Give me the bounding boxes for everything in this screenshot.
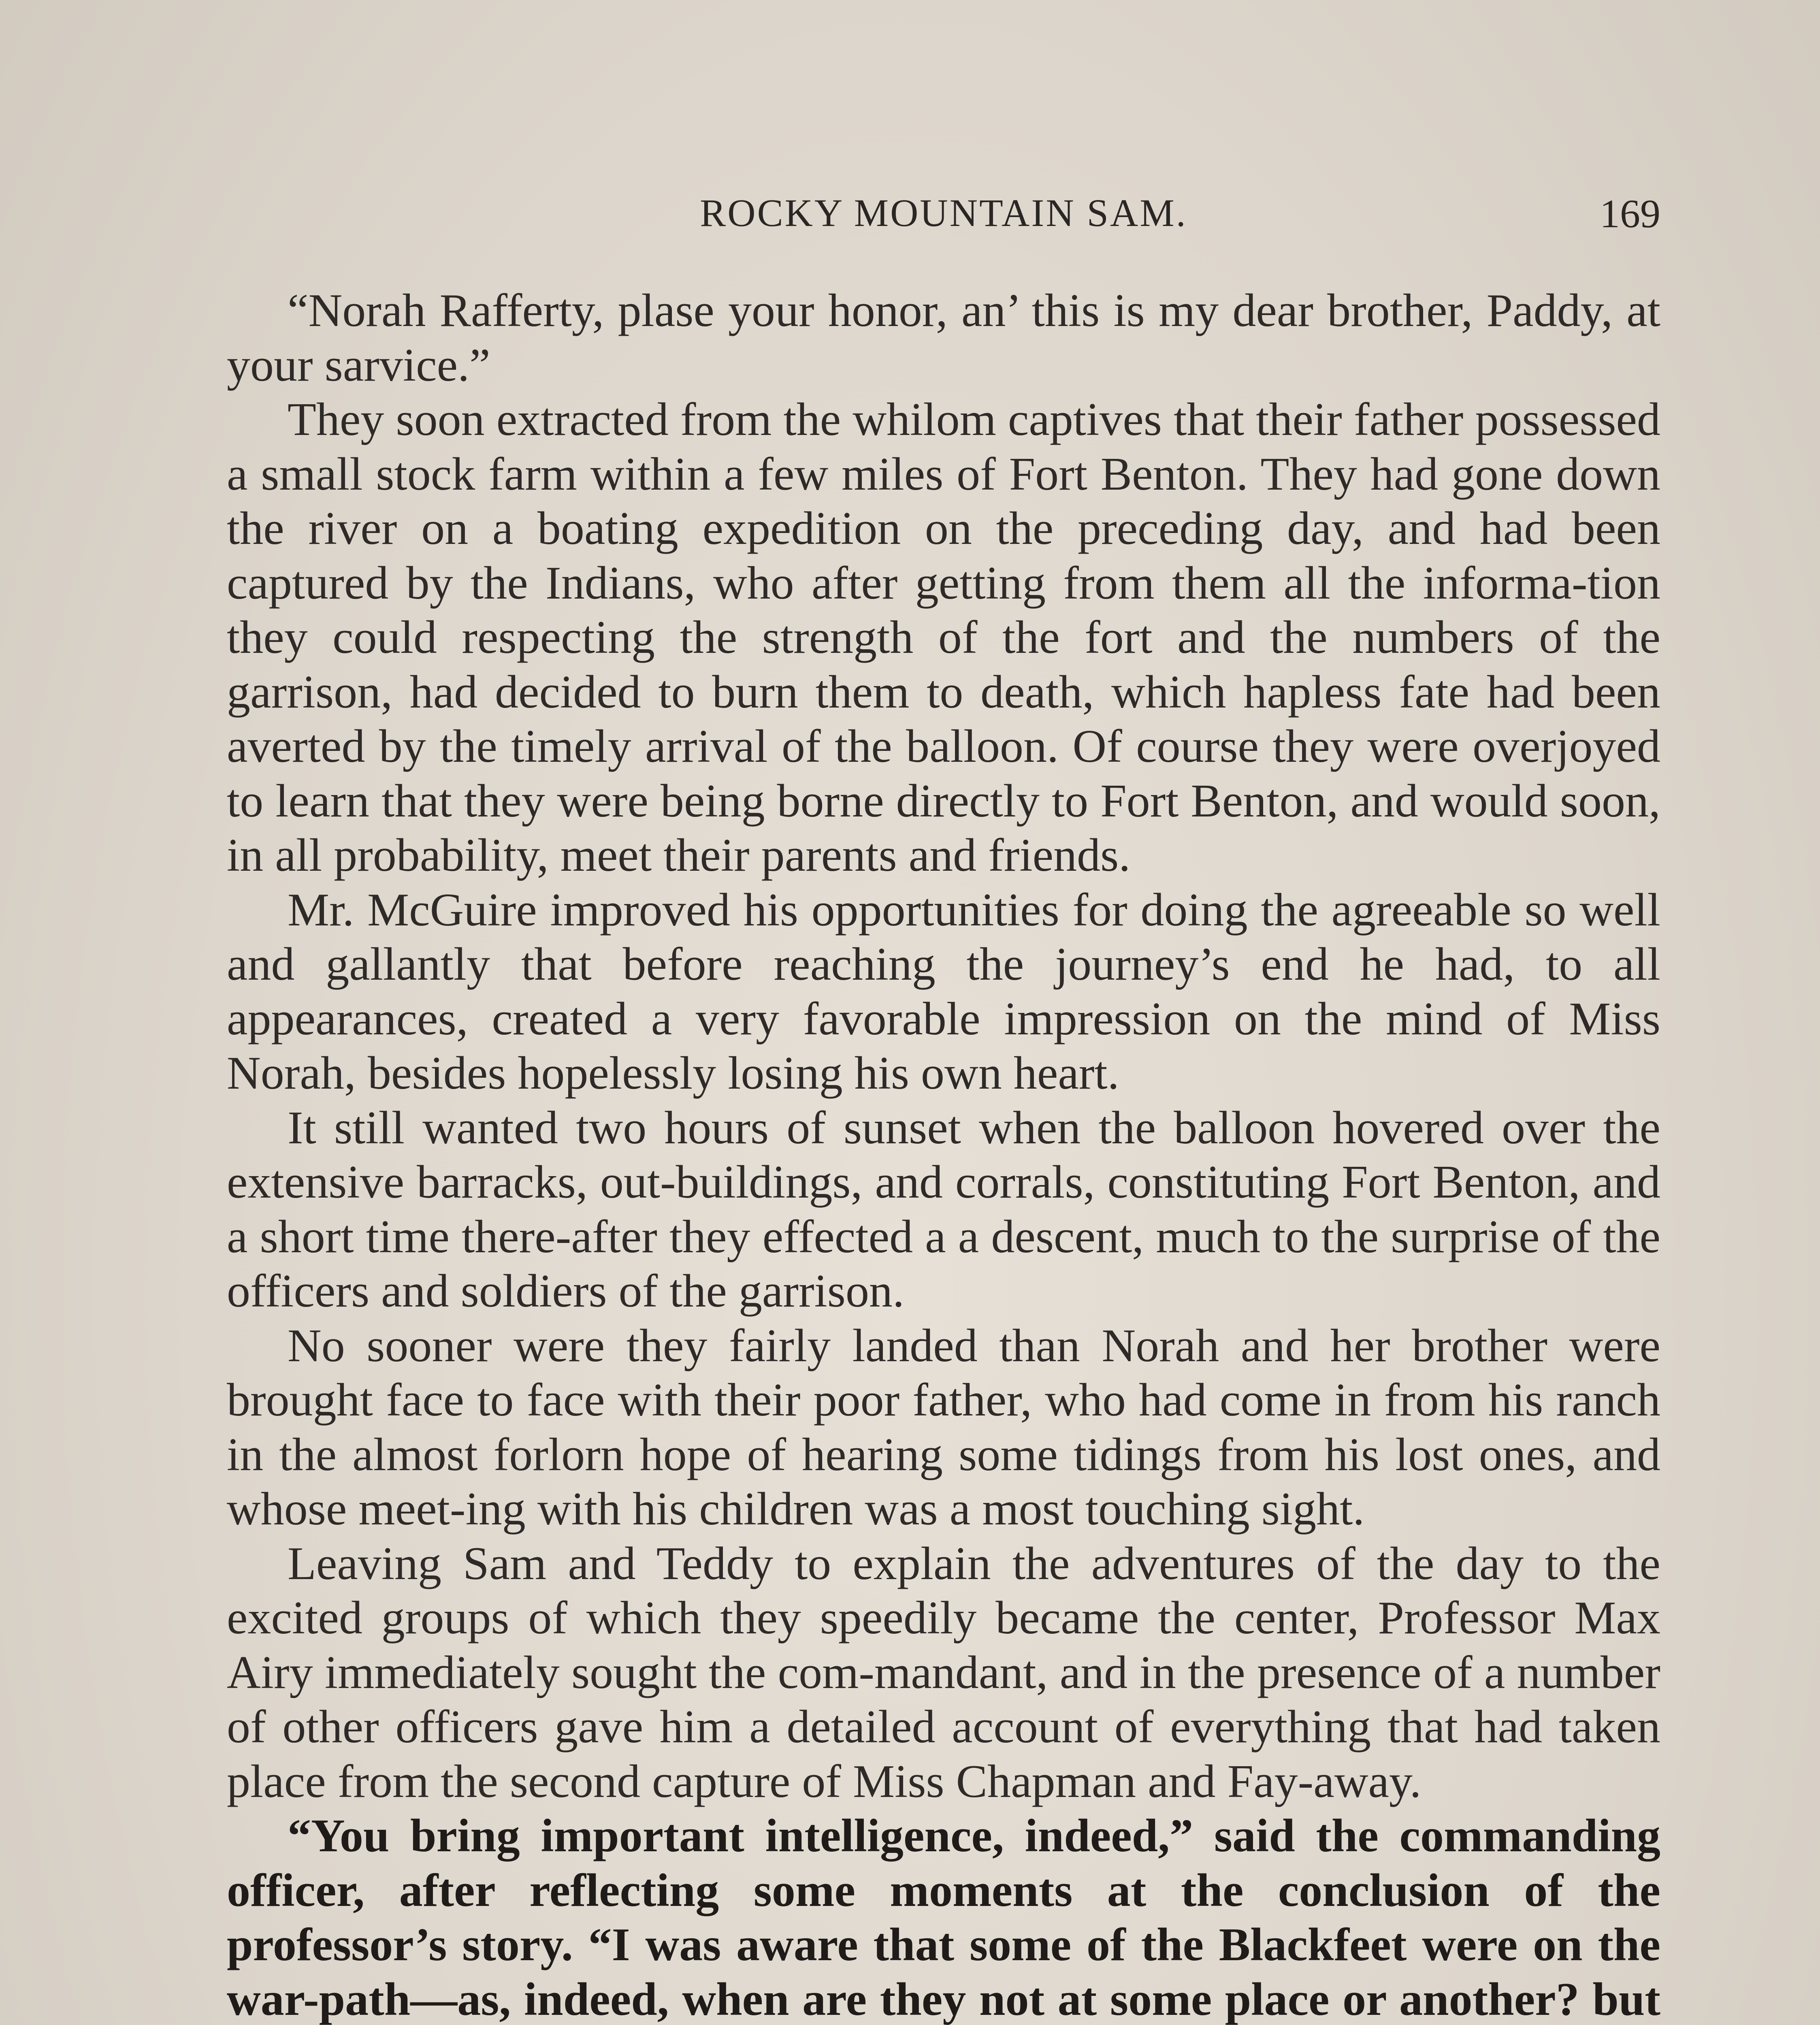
paragraph: It still wanted two hours of sunset when the balloon hovered over the extensive barracks, out-buildings, and corrals, constituting Fort Benton, and a short time there-after they effected a a descent, much to the surprise of the officers and soldiers of the garrison.: [227, 1102, 1660, 1317]
paragraph: Mr. McGuire improved his opportunities for doing the agreeable so well and gallantly that before reaching the journey’s end he had, to all appearances, created a very favorable impression on the mind of Miss Norah, besides hopelessly losing his own heart.: [227, 884, 1660, 1099]
paragraph: Leaving Sam and Teddy to explain the adventures of the day to the excited groups of which they speedily became the center, Professor Max Airy immediately sought the com-mandant, and in the presence of a number of other officers gave him a detailed account of everything that had taken place from the second capture of Miss Chapman and Fay-away.: [227, 1537, 1660, 1808]
paragraph: They soon extracted from the whilom captives that their father possessed a small stock farm within a few miles of Fort Benton. They had gone down the river on a boating expedition on the preceding day, and had been captured by the Indians, who after getting from them all the informa-tion they could respecting the strength of the fort and the numbers of the garrison, had decided to burn them to death, which hapless fate had been averted by the timely arrival of the balloon. Of course they were overjoyed to learn that they were being borne directly to Fort Benton, and would soon, in all probability, meet their parents and friends.: [227, 394, 1660, 881]
paragraph: “You bring important intelligence, indeed,” said the commanding officer, after reflecting some moments at the conclusion of the professor’s story. “I was aware that some of the Blackfeet were on the war-path—as, indeed, when are they not at some place or another? but: [227, 1810, 1660, 2025]
page-number: 169: [1600, 191, 1660, 236]
body-text: [227, 284, 1660, 2025]
running-head: ROCKY MOUNTAIN SAM.: [700, 191, 1187, 234]
paragraph: “Norah Rafferty, plase your honor, an’ this is my dear brother, Paddy, at your sarvice.”: [227, 285, 1660, 391]
page-header: [227, 190, 1660, 243]
paragraph: No sooner were they fairly landed than Norah and her brother were brought face to face with their poor father, who had come in from his ranch in the almost forlorn hope of hearing some tidings from his lost ones, and whose meet-ing with his children was a most touching sight.: [227, 1319, 1660, 1535]
